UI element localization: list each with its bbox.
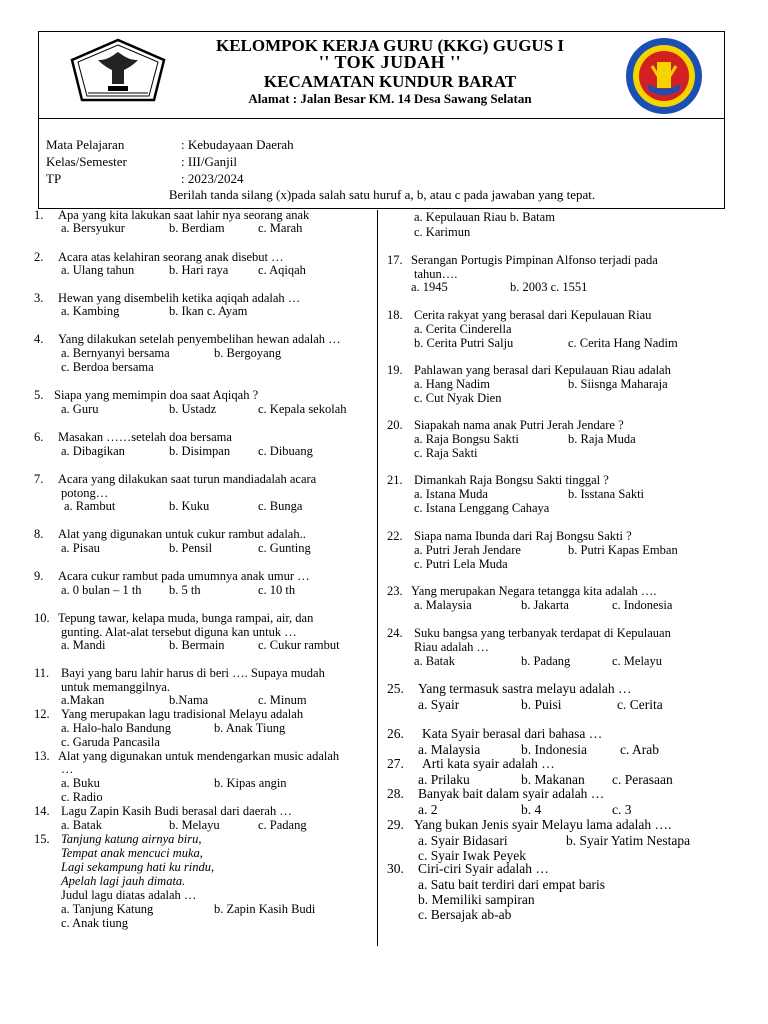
poem-line-3: Lagi sekampung hati ku rindu, <box>61 860 215 874</box>
q8-option-a[interactable]: a. Pisau <box>61 541 100 555</box>
q6-option-b[interactable]: b. Disimpan <box>169 444 231 458</box>
q24-option-a[interactable]: a. Batak <box>414 654 455 668</box>
q6-option-a[interactable]: a. Dibagikan <box>61 444 125 458</box>
q4-option-a[interactable]: a. Bernyanyi bersama <box>61 346 170 360</box>
q9-option-a[interactable]: a. 0 bulan – 1 th <box>61 583 142 597</box>
q11-option-b[interactable]: b.Nama <box>169 693 209 707</box>
q6-option-c[interactable]: c. Dibuang <box>258 444 313 458</box>
q1-option-c[interactable]: c. Marah <box>258 221 303 235</box>
q10-option-b[interactable]: b. Bermain <box>169 638 225 652</box>
q25-option-b[interactable]: b. Puisi <box>521 697 562 712</box>
q7-option-a[interactable]: a. Rambut <box>64 499 116 513</box>
q18-option-a[interactable]: a. Cerita Cinderella <box>414 322 512 336</box>
q27-option-b[interactable]: b. Makanan <box>521 772 585 787</box>
q27-option-a[interactable]: a. Prilaku <box>418 772 470 787</box>
q28-option-c[interactable]: c. 3 <box>612 802 632 817</box>
government-seal-icon <box>68 38 168 102</box>
q3-option-b-c[interactable]: b. Ikan c. Ayam <box>169 304 248 318</box>
q28-option-b[interactable]: b. 4 <box>521 802 542 817</box>
q25-option-c[interactable]: c. Cerita <box>617 697 663 712</box>
q1-option-b[interactable]: b. Berdiam <box>169 221 225 235</box>
q28-option-a[interactable]: a. 2 <box>418 802 438 817</box>
q14-option-c[interactable]: c. Padang <box>258 818 307 832</box>
q14-option-b[interactable]: b. Melayu <box>169 818 220 832</box>
q18-option-c[interactable]: c. Cerita Hang Nadim <box>568 336 678 350</box>
q21-option-b[interactable]: b. Isstana Sakti <box>568 487 645 501</box>
poem-line-4: Apelah lagi jauh dimata. <box>61 874 186 888</box>
q12-option-a[interactable]: a. Halo-halo Bandung <box>61 721 172 735</box>
q9-option-b[interactable]: b. 5 th <box>169 583 201 597</box>
class-label: Kelas/Semester <box>46 154 127 169</box>
q24-option-c[interactable]: c. Melayu <box>612 654 662 668</box>
tp-label: TP <box>46 171 62 186</box>
q30-option-a[interactable]: a. Satu bait terdiri dari empat baris <box>418 877 606 892</box>
subject-label: Mata Pelajaran <box>46 137 125 152</box>
q8-option-c[interactable]: c. Gunting <box>258 541 311 555</box>
question-15-stem: Judul lagu diatas adalah … <box>61 888 197 902</box>
q5-option-c[interactable]: c. Kepala sekolah <box>258 402 347 416</box>
q26-option-b[interactable]: b. Indonesia <box>521 742 587 757</box>
q15-option-a[interactable]: a. Tanjung Katung <box>61 902 154 916</box>
q2-option-a[interactable]: a. Ulang tahun <box>61 263 135 277</box>
header-line-2: '' TOK JUDAH '' <box>318 52 462 72</box>
q21-option-a[interactable]: a. Istana Muda <box>414 487 488 501</box>
q4-option-c[interactable]: c. Berdoa bersama <box>61 360 154 374</box>
q12-option-b[interactable]: b. Anak Tiung <box>214 721 286 735</box>
q21-option-c[interactable]: c. Istana Lenggang Cahaya <box>414 501 550 515</box>
q13-option-a[interactable]: a. Buku <box>61 776 100 790</box>
q5-option-a[interactable]: a. Guru <box>61 402 99 416</box>
q10-option-c[interactable]: c. Cukur rambut <box>258 638 340 652</box>
tp-value: : 2023/2024 <box>181 171 244 186</box>
q15-option-c[interactable]: c. Anak tiung <box>61 916 129 930</box>
q25-option-a[interactable]: a. Syair <box>418 697 460 712</box>
question-24-cont: Riau adalah … <box>414 640 489 654</box>
q11-option-a[interactable]: a.Makan <box>61 693 105 707</box>
header-line-1: KELOMPOK KERJA GURU (KKG) GUGUS I <box>215 36 565 55</box>
question-7-cont: potong… <box>61 486 109 500</box>
q10-option-a[interactable]: a. Mandi <box>61 638 106 652</box>
q23-option-a[interactable]: a. Malaysia <box>414 598 472 612</box>
q2-option-b[interactable]: b. Hari raya <box>169 263 229 277</box>
header-address: Alamat : Jalan Besar KM. 14 Desa Sawang Selatan <box>248 91 532 106</box>
q18-option-b[interactable]: b. Cerita Putri Salju <box>414 336 514 350</box>
poem-line-2: Tempat anak mencuci muka, <box>61 846 203 860</box>
q26-option-a[interactable]: a. Malaysia <box>418 742 481 757</box>
column-divider <box>377 210 378 946</box>
subject-value: : Kebudayaan Daerah <box>181 137 294 152</box>
q19-option-b[interactable]: b. Siisnga Maharaja <box>568 377 668 391</box>
q22-option-c[interactable]: c. Putri Lela Muda <box>414 557 508 571</box>
q24-option-b[interactable]: b. Padang <box>521 654 571 668</box>
q11-option-c[interactable]: c. Minum <box>258 693 307 707</box>
q9-option-c[interactable]: c. 10 th <box>258 583 296 597</box>
q12-option-c[interactable]: c. Garuda Pancasila <box>61 735 160 749</box>
school-cluster-logo-icon <box>624 36 704 116</box>
q7-option-b[interactable]: b. Kuku <box>169 499 210 513</box>
header-divider <box>38 118 725 119</box>
q27-option-c[interactable]: c. Perasaan <box>612 772 673 787</box>
class-row <box>46 154 237 169</box>
question-13-cont: … <box>61 762 74 776</box>
subject-row <box>46 137 294 152</box>
q8-option-b[interactable]: b. Pensil <box>169 541 213 555</box>
q13-option-b[interactable]: b. Kipas angin <box>214 776 287 790</box>
q29-option-a[interactable]: a. Syair Bidasari <box>418 833 508 848</box>
q16-option-c[interactable]: c. Karimun <box>414 225 471 239</box>
q19-option-c[interactable]: c. Cut Nyak Dien <box>414 391 502 405</box>
header-line-3: KECAMATAN KUNDUR BARAT <box>263 72 517 91</box>
q20-option-b[interactable]: b. Raja Muda <box>568 432 636 446</box>
q29-option-c[interactable]: c. Syair Iwak Peyek <box>418 848 526 863</box>
q7-option-c[interactable]: c. Bunga <box>258 499 303 513</box>
question-17-cont: tahun…. <box>414 267 458 281</box>
q17-option-a[interactable]: a. 1945 <box>411 280 448 294</box>
q23-option-c[interactable]: c. Indonesia <box>612 598 673 612</box>
q29-option-b[interactable]: b. Syair Yatim Nestapa <box>566 833 691 848</box>
instruction-text: Berilah tanda silang (x)pada salah satu huruf a, b, atau c pada jawaban yang tepat. <box>168 187 596 202</box>
q5-option-b[interactable]: b. Ustadz <box>169 402 217 416</box>
q20-option-c[interactable]: c. Raja Sakti <box>414 446 478 460</box>
q1-option-a[interactable]: a. Bersyukur <box>61 221 125 235</box>
q30-option-c[interactable]: c. Bersajak ab-ab <box>418 907 512 922</box>
q19-option-a[interactable]: a. Hang Nadim <box>414 377 491 391</box>
q2-option-c[interactable]: c. Aqiqah <box>258 263 306 277</box>
q23-option-b[interactable]: b. Jakarta <box>521 598 569 612</box>
question-11-cont: untuk memanggilnya. <box>61 680 171 694</box>
q16-option-a-b[interactable]: a. Kepulauan Riau b. Batam <box>414 210 555 224</box>
q26-option-c[interactable]: c. Arab <box>620 742 659 757</box>
question-10-cont: gunting. Alat-alat tersebut diguna kan untuk … <box>61 625 297 639</box>
q20-option-a[interactable]: a. Raja Bongsu Sakti <box>414 432 519 446</box>
q14-option-a[interactable]: a. Batak <box>61 818 102 832</box>
q3-option-a[interactable]: a. Kambing <box>61 304 120 318</box>
q4-option-b[interactable]: b. Bergoyang <box>214 346 282 360</box>
q17-option-b-c[interactable]: b. 2003 c. 1551 <box>510 280 588 294</box>
q30-option-b[interactable]: b. Memiliki sampiran <box>418 892 535 907</box>
class-value: : III/Ganjil <box>181 154 237 169</box>
tp-row <box>46 171 243 186</box>
q22-option-b[interactable]: b. Putri Kapas Emban <box>568 543 678 557</box>
q13-option-c[interactable]: c. Radio <box>61 790 103 804</box>
q22-option-a[interactable]: a. Putri Jerah Jendare <box>414 543 521 557</box>
q15-option-b[interactable]: b. Zapin Kasih Budi <box>214 902 316 916</box>
